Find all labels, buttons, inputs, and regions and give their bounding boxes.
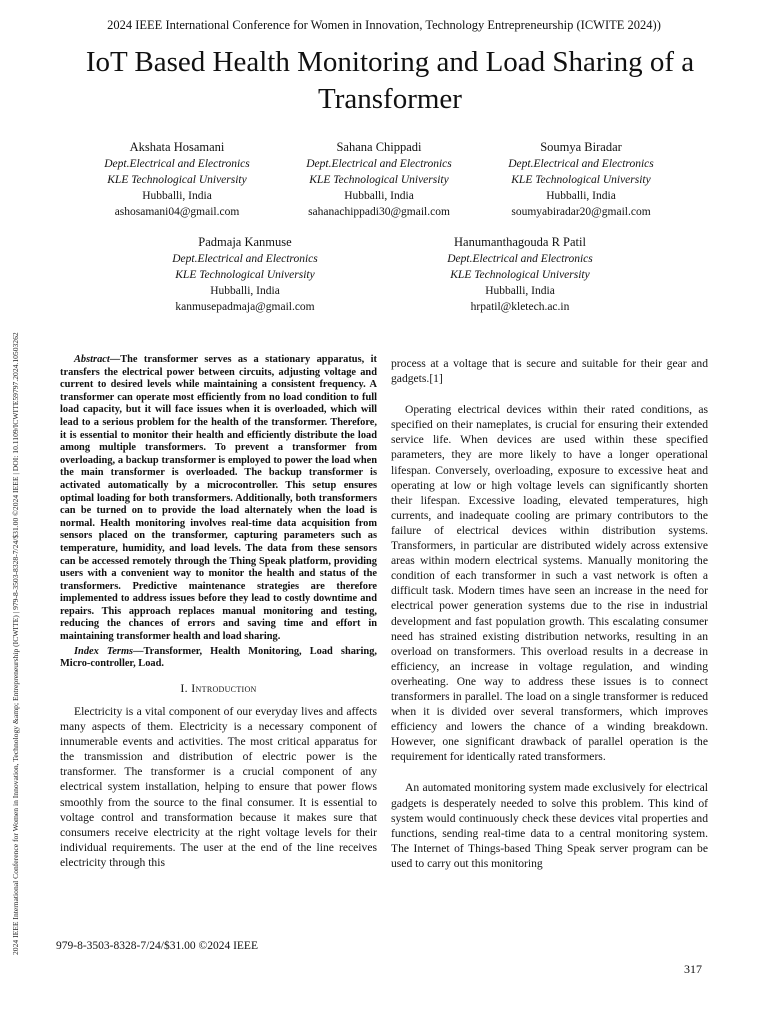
author-block	[420, 233, 620, 315]
left-column	[60, 354, 377, 870]
body-paragraph: An automated monitoring system made exclusively for electrical gadgets is desperately needed to solve this problem. This kind of system would continuously check these devices vital properties and functions, sending real-time data to a central monitoring system. The Internet of Things-based Thing Speak server program can be used to carry out this monitoring	[391, 781, 708, 870]
author-org: KLE Technological University	[175, 269, 315, 281]
index-terms-label: Index Terms	[74, 645, 134, 657]
author-name: Padmaja Kanmuse	[198, 235, 292, 249]
author-org: KLE Technological University	[511, 174, 651, 186]
author-email: sahanachippadi30@gmail.com	[308, 206, 450, 218]
author-dept: Dept.Electrical and Electronics	[104, 158, 250, 170]
author-org: KLE Technological University	[450, 269, 590, 281]
author-email: soumyabiradar20@gmail.com	[511, 206, 651, 218]
author-org: KLE Technological University	[107, 174, 247, 186]
author-city: Hubballi, India	[210, 285, 280, 297]
author-email: hrpatil@kletech.ac.in	[470, 301, 570, 313]
index-terms	[60, 646, 377, 671]
author-city: Hubballi, India	[344, 190, 414, 202]
author-city: Hubballi, India	[485, 285, 555, 297]
intro-paragraph: Electricity is a vital component of our everyday lives and affects many aspects of them. Electricity is a necessary component of innumerable events and activities. The most critical apparatus for the transmission and distribution of electric power is the transformer. The transformer is a crucial component of any electrical system installation, helping to ensure that power flows smoothly from the source to the final consumer. It is essential to voltage control and transformation because it makes sure that consumers receive electricity at the right voltage levels for their individual requirements. The user at the end of the line receives electricity through this	[60, 704, 377, 869]
author-block	[82, 138, 272, 220]
footer-isbn: 979-8-3503-8328-7/24/$31.00 ©2024 IEEE	[56, 940, 258, 952]
author-name: Hanumanthagouda R Patil	[454, 235, 586, 249]
abstract-label: Abstract	[74, 354, 110, 365]
author-block	[150, 233, 340, 315]
author-dept: Dept.Electrical and Electronics	[508, 158, 654, 170]
section-heading: I. Introduction	[180, 680, 257, 695]
conference-header: 2024 IEEE International Conference for Women in Innovation, Technology Entrepreneurship (ICWITE 2024))	[107, 18, 661, 32]
continued-paragraph: process at a voltage that is secure and suitable for their gear and gadgets.[1]	[391, 357, 708, 386]
doi-side-text: 2024 IEEE International Conference for Women in Innovation, Technology &amp; Entrepreneurship (ICWITE) | 979-8-3503-8328-7/24/$31.00 ©2024 IEEE | DOI: 10.1109/ICWITE59797.2024.10503262	[11, 332, 20, 955]
author-city: Hubballi, India	[142, 190, 212, 202]
author-dept: Dept.Electrical and Electronics	[306, 158, 452, 170]
author-block	[284, 138, 474, 220]
author-org: KLE Technological University	[309, 174, 449, 186]
paper-title: IoT Based Health Monitoring and Load Sharing of a Transformer	[85, 46, 695, 115]
page-number: 317	[684, 962, 702, 976]
abstract	[60, 354, 377, 644]
author-name: Sahana Chippadi	[336, 140, 422, 154]
right-column	[391, 356, 708, 871]
author-city: Hubballi, India	[546, 190, 616, 202]
abstract-text: —The transformer serves as a stationary apparatus, it transfers the electrical power between circuits, adjusting voltage and current to desired levels while maintaining a consistent frequency. A transformer can operate most efficiently from no load condition to full load capacity, but it will face issues when it is overloaded, which will lead to a serious problem for the health of the transformer. Therefore, it is essential to monitor their health and efficiently distribute the load among multiple transformers. To prevent a transformer from overloading, a backup transformer is employed to power the load when the main transformer is overloaded. The backup transformer is activated automatically by a microcontroller. This setup ensures optimal loading for both transformers. Additionally, both transformers can be turned on to provide the load alternately when the load is normal. Health monitoring involves real-time data acquisition from sensors placed on the transformer, capturing parameters such as temperature, humidity, and load levels. The data from these sensors can be accessed remotely through the Thing Speak platform, providing users with a convenient way to monitor the health and status of the transformers. Predictive maintenance strategies are therefore implemented to address issues before they lead to costly downtime and repairs. This approach replaces manual monitoring and testing, reducing the chances of errors and saving time and effort in maintaining transformer health and load sharing.	[60, 354, 377, 643]
author-name: Akshata Hosamani	[129, 140, 225, 154]
author-name: Soumya Biradar	[540, 140, 622, 154]
body-paragraph: Operating electrical devices within their rated conditions, as specified on their nameplates, is crucial for ensuring their extended service life. When devices are used within these specified parameters, they are more likely to have a longer operational lifespan. Conversely, overloading, exposure to excessive heat and operating at low or high voltage levels can significantly shorten their lifespan. Excessive loading, elevated temperatures, high currents, and inadequate cooling are primary contributors to the failure of electrical devices within distribution systems. Transformers, in particular are distributed widely across extensive areas within modern electrical systems. Manually monitoring the condition of each transformer in such a vast network is often a difficult task. Modern times have seen an increase in the need for electrical power generation systems due to the rise in industrial development and fast population growth. This escalating consumer need has strained existing distribution networks, resulting in an overload on transformers. This overload results in a decrease in efficiency, an increase in voltage regulation, and winding overheating. One way to address these issues is to connect transformers in parallel. The load on a single transformer is reduced when it is divided over several transformers, which improves efficiency and lowers the chance of a winding breakdown. However, one significant drawback of parallel operation is the requirement for identically rated transformers.	[391, 403, 708, 764]
author-email: kanmusepadmaja@gmail.com	[175, 301, 315, 313]
author-email: ashosamani04@gmail.com	[114, 206, 240, 218]
author-dept: Dept.Electrical and Electronics	[172, 253, 318, 265]
index-terms-text: —Transformer, Health Monitoring, Load sharing, Micro-controller, Load.	[60, 645, 377, 670]
author-dept: Dept.Electrical and Electronics	[447, 253, 593, 265]
author-block	[486, 138, 676, 220]
